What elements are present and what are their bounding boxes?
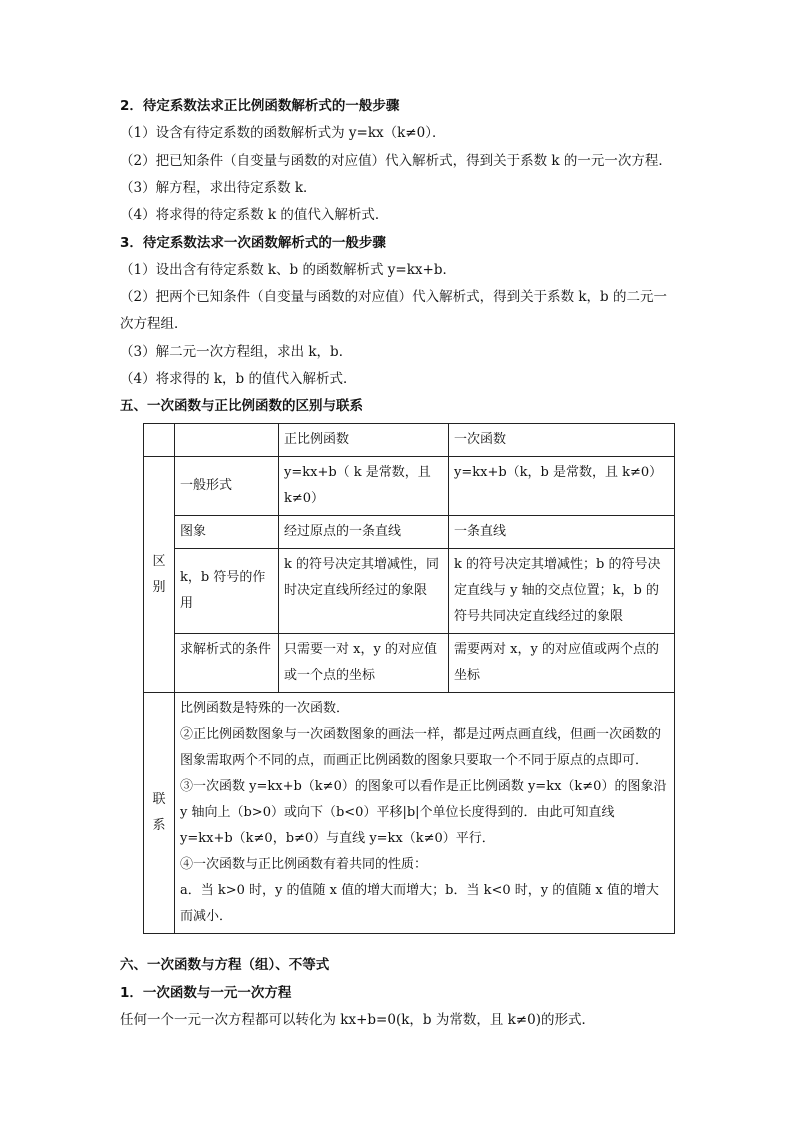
connection-point: ②正比例函数图象与一次函数图象的画法一样，都是过两点画直线，但画一次函数的图象需取两个不同的点，而画正比例函数的图象只要取一个不同于原点的点即可． <box>180 727 662 768</box>
step-text: （3）解二元一次方程组，求出 k，b． <box>120 344 353 360</box>
connection-cell <box>175 693 675 934</box>
connection-point: 比例函数是特殊的一次函数． <box>180 701 350 716</box>
step-text: （3）解方程，求出待定系数 k． <box>120 180 317 196</box>
cell-linear: 一条直线 <box>449 516 675 549</box>
step-text: （1）设出含有待定系数 k、b 的函数解析式 y=kx+b． <box>120 262 456 278</box>
table-row <box>144 693 675 934</box>
table-row <box>144 457 675 516</box>
step-text: （1）设含有待定系数的函数解析式为 y=kx（k≠0）． <box>120 125 446 141</box>
table-row <box>144 516 675 549</box>
comparison-table <box>143 423 675 934</box>
table-row <box>144 634 675 693</box>
connection-point: ④一次函数与正比例函数有着共同的性质： <box>180 857 428 872</box>
header-proportional: 正比例函数 <box>279 424 449 457</box>
row-label: 一般形式 <box>175 457 279 516</box>
paragraph: 任何一个一元一次方程都可以转化为 kx+b=0(k，b 为常数，且 k≠0)的形式． <box>120 1012 595 1028</box>
cell-proportional: k 的符号决定其增减性，同时决定直线所经过的象限 <box>279 549 449 634</box>
connection-point: ③一次函数 y=kx+b（k≠0）的图象可以看作是正比例函数 y=kx（k≠0）的图象沿 y 轴向上（b>0）或向下（b<0）平移|b|个单位长度得到的．由此可知直线 y=kx+b（k≠0，b≠0）与直线 y=kx（k≠0）平行． <box>180 779 667 846</box>
empty-cell <box>144 424 175 457</box>
cell-linear: y=kx+b（k，b 是常数，且 k≠0） <box>449 457 675 516</box>
heading-sec3: 3．待定系数法求一次函数解析式的一般步骤 <box>120 235 386 251</box>
heading-sec2: 2．待定系数法求正比例函数解析式的一般步骤 <box>120 98 400 114</box>
empty-cell <box>175 424 279 457</box>
connection-point: a．当 k>0 时，y 的值随 x 值的增大而增大；b．当 k<0 时，y 的值随 x 值的增大而减小． <box>180 883 659 924</box>
connection-label: 联系 <box>144 693 175 934</box>
cell-linear: k 的符号决定其增减性；b 的符号决定直线与 y 轴的交点位置；k，b 的符号共同决定直线经过的象限 <box>449 549 675 634</box>
step-text: （2）把已知条件（自变量与函数的对应值）代入解析式，得到关于系数 k 的一元一次方程． <box>120 153 672 169</box>
step-text: （4）将求得的 k，b 的值代入解析式． <box>120 371 357 387</box>
heading-sec5: 五、一次函数与正比例函数的区别与联系 <box>120 398 363 414</box>
row-label: 求解析式的条件 <box>175 634 279 693</box>
cell-linear: 需要两对 x，y 的对应值或两个点的坐标 <box>449 634 675 693</box>
cell-proportional: 只需要一对 x，y 的对应值或一个点的坐标 <box>279 634 449 693</box>
table-header-row <box>144 424 675 457</box>
subheading: 1．一次函数与一元一次方程 <box>120 985 292 1001</box>
row-label: k，b 符号的作用 <box>175 549 279 634</box>
row-label: 图象 <box>175 516 279 549</box>
cell-proportional: 经过原点的一条直线 <box>279 516 449 549</box>
difference-label: 区别 <box>144 457 175 693</box>
heading-sec6: 六、一次函数与方程（组）、不等式 <box>120 957 330 973</box>
table-row <box>144 549 675 634</box>
header-linear: 一次函数 <box>449 424 675 457</box>
cell-proportional: y=kx+b（ k 是常数，且 k≠0） <box>279 457 449 516</box>
step-text: （4）将求得的待定系数 k 的值代入解析式． <box>120 207 389 223</box>
step-text: （2）把两个已知条件（自变量与函数的对应值）代入解析式，得到关于系数 k，b 的二元一 <box>120 289 667 305</box>
step-text: 次方程组． <box>120 316 188 332</box>
